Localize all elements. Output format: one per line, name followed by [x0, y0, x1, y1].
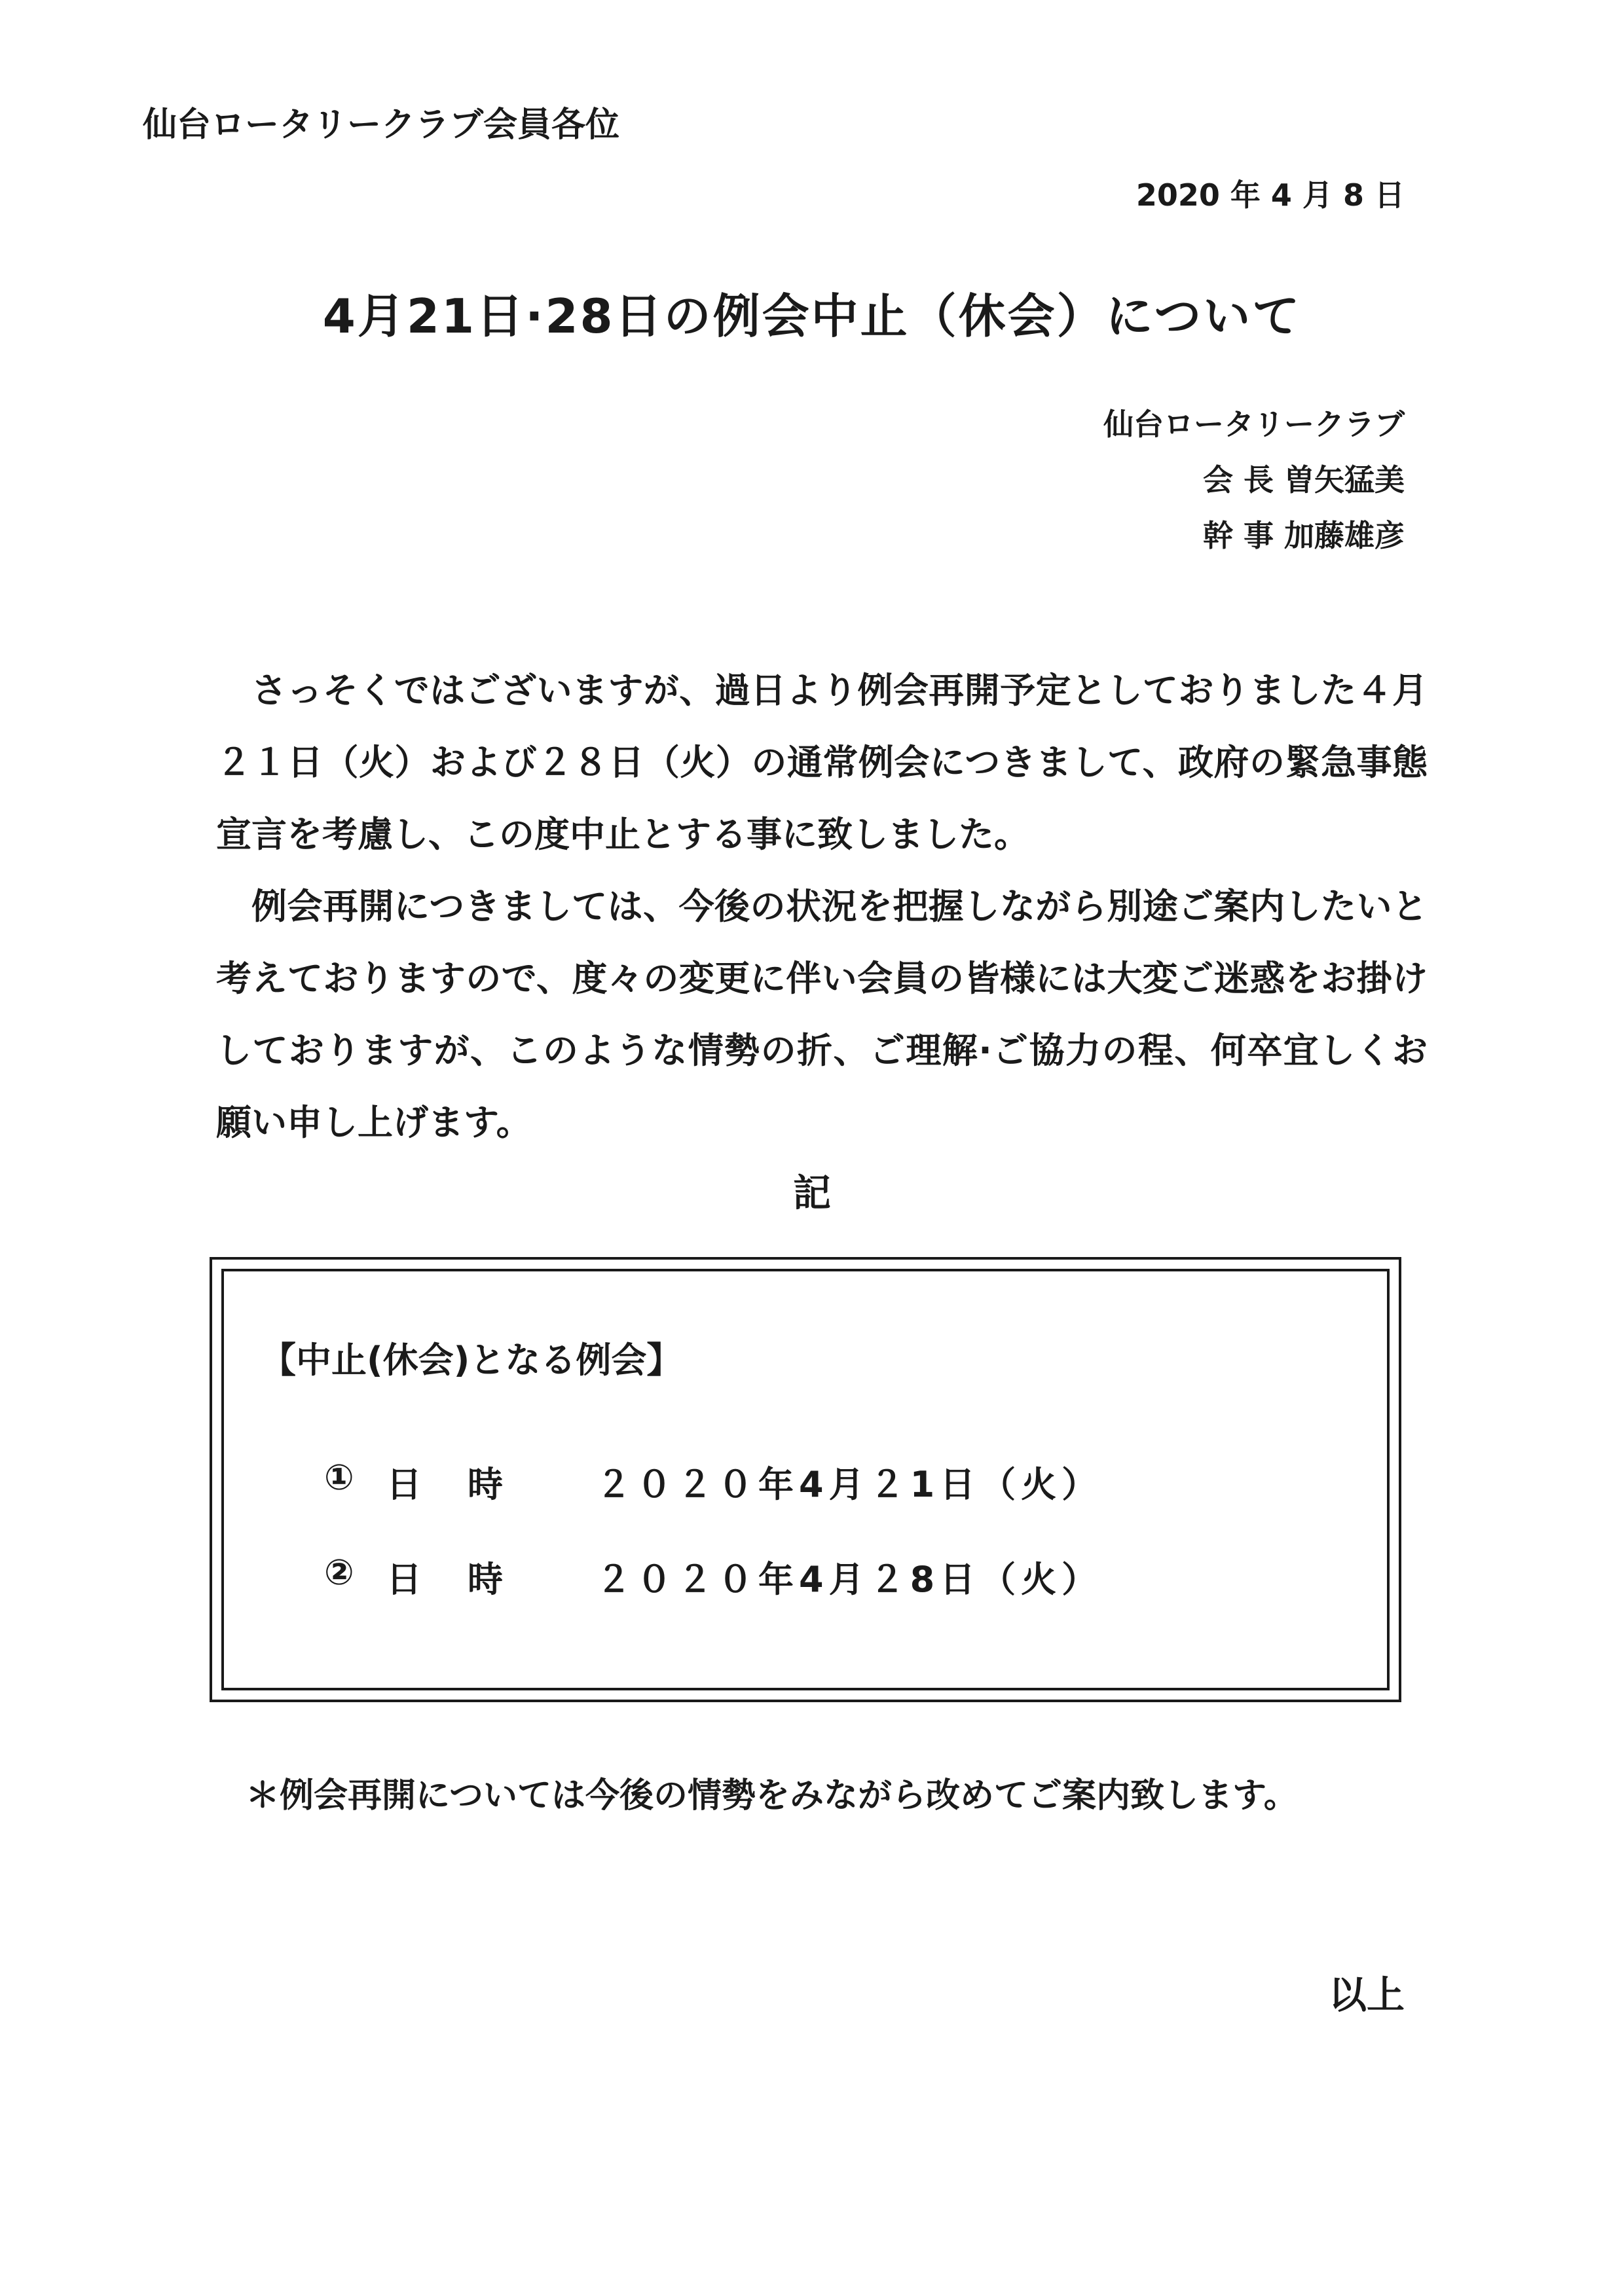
document-title: 4月21日·28日の例会中止（休会）について	[322, 289, 1302, 344]
meeting-label: 日時	[386, 1464, 549, 1505]
meeting-label: 日時	[386, 1559, 549, 1600]
meeting-date: ２０２０年4月２8日（火）	[596, 1559, 1103, 1600]
sender-secretary: 幹 事 加藤雄彦	[1202, 518, 1405, 553]
sender-president: 会 長 曽矢猛美	[1202, 462, 1405, 498]
meeting-number: ①	[324, 1457, 354, 1498]
addressee: 仙台ロータリークラブ会員各位	[143, 105, 620, 145]
meeting-number: ②	[324, 1552, 354, 1593]
ki-heading: 記	[792, 1171, 831, 1215]
box-heading: 【中止(休会)となる例会】	[261, 1339, 682, 1381]
body-paragraph-2: 例会再開につきましては、今後の状況を把握しながら別途ご案内したいと考えておりますので、度々の変更に伴い会員の皆様には大変ご迷惑をお掛けしておりますが、このような情勢の折、ご理解·ご協力の程、何卒宜しくお願い申し上げます。	[216, 886, 1428, 1143]
sender-organization: 仙台ロータリークラブ	[1103, 407, 1405, 442]
document-date: 2020 年 4 月 8 日	[1135, 177, 1405, 213]
meeting-date: ２０２０年4月２1日（火）	[596, 1464, 1103, 1505]
closing: 以上	[1328, 1973, 1405, 2017]
footnote: ＊例会再開については今後の情勢をみながら改めてご案内致します。	[246, 1776, 1298, 1815]
body-text	[216, 655, 1428, 1159]
body-paragraph-1: さっそくではございますが、過日より例会再開予定としておりました４月２１日（火）および２８日（火）の通常例会につきまして、政府の緊急事態宣言を考慮し、この度中止とする事に致しました。	[216, 670, 1428, 855]
